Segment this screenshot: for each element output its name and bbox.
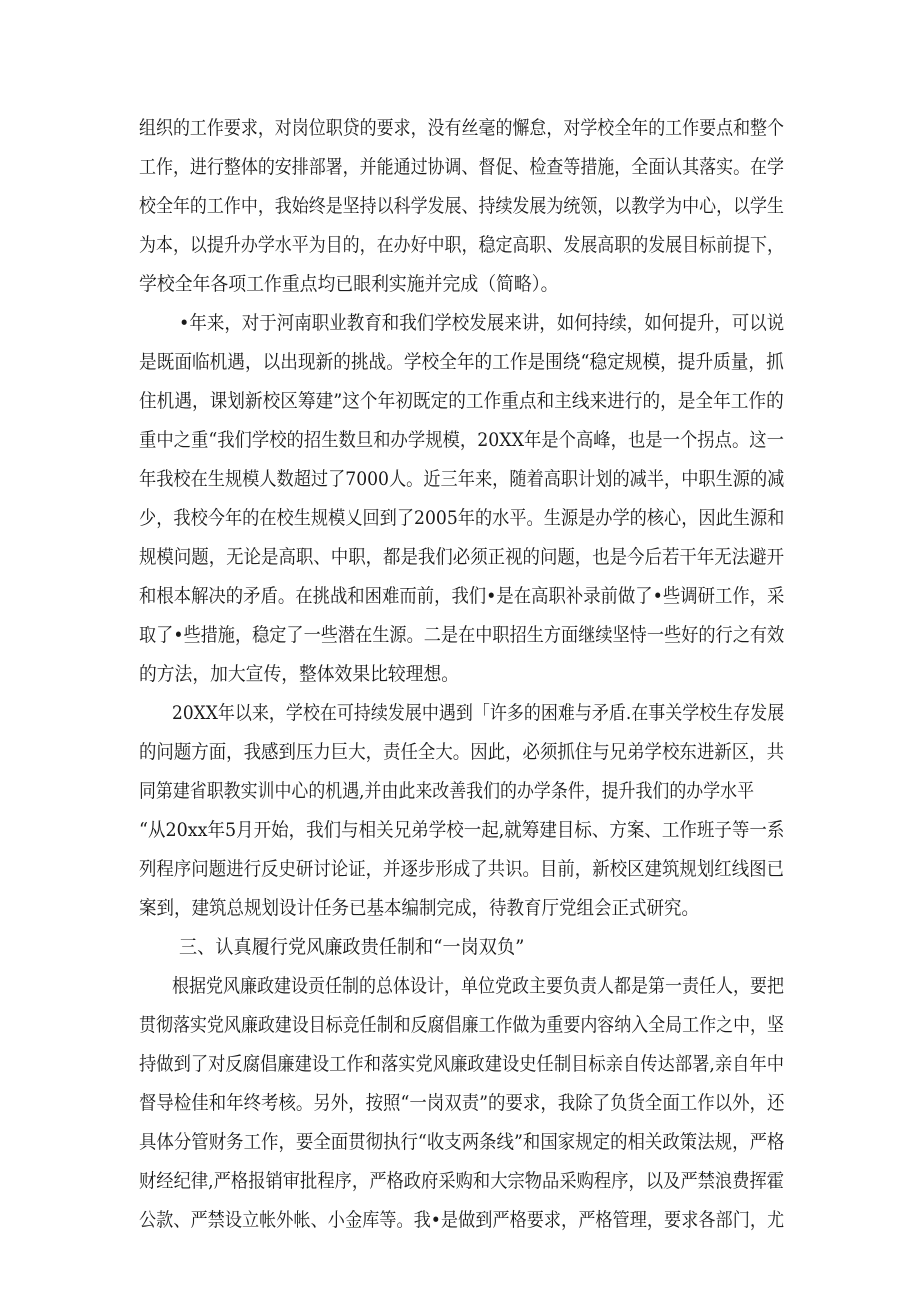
text-line: 学校全年各项工作重点均已眼利实施并完成（简略）。 (139, 273, 559, 295)
text-line: •年来，对于河南职业教育和我们学校发展来讲，如何持续，如何提升，可以说 (179, 312, 785, 334)
text-line: 为本，以提升办学水平为目的，在办好中职，稳定高职、发展高职的发展目标前提下， (139, 234, 785, 256)
text-line: 工作，进行整体的安排部署，并能通过协调、督促、检查等措施，全面认其落实。在学 (139, 156, 785, 178)
text-line: 根据党风廉政建设贡任制的总体设计，单位党政主要负责人都是第一责任人，要把 (172, 975, 785, 997)
text-line: 和根本解决的矛盾。在挑战和困难而前，我们•是在高职补录前做了•些调研工作，采 (139, 585, 785, 607)
text-line: 校全年的工作中，我始终是坚持以科学发展、持续发展为统领，以教学为中心，以学生 (139, 195, 785, 217)
text-line: 是既面临机遇，以出现新的挑战。学校全年的工作是围绕“稳定规模，提升质量，抓 (139, 351, 784, 373)
text-line: 重中之重“我们学校的招生数旦和办学规模，20XX年是个高峰，也是一个拐点。这一 (139, 429, 784, 451)
text-line: 公款、严禁设立帐外帐、小金库等。我•是做到严格要求，严格管理，要求各部门，尤 (139, 1209, 785, 1231)
text-line: “从20xx年5月开始，我们与相关兄弟学校一起,就筹建目标、方案、工作班子等一系 (139, 819, 785, 841)
text-line: 住机遇，课划新校区筹建”这个年初既定的工作重点和主线来进行的，是全年工作的 (139, 390, 784, 412)
text-line: 持做到了对反腐倡廉建设工作和落实党风廉政建设史任制目标亲自传达部署,亲自年中 (139, 1053, 785, 1075)
text-line: 督导检佳和年终考核。另外，按照“一岗双责”的要求，我除了负货全面工作以外，还 (139, 1092, 785, 1114)
text-line: 具体分管财务工作，要全面贯彻执行“收支两条线”和国家规定的相关政策法规，严格 (139, 1131, 785, 1153)
text-line: 的问题方面，我感到压力巨大，责任全大。因此，必须抓住与兄弟学校东进新区，共 (139, 741, 785, 763)
text-line: 少，我校今年的在校生规模乂回到了2005年的水平。生源是办学的核心，因此生源和 (139, 507, 785, 529)
text-line: 年我校在生规模人数超过了7000人。近三年来，随着高职计划的减半，中职生源的减 (139, 468, 785, 490)
text-line: 的方法，加大宣传，整体效果比较理想。 (139, 663, 460, 685)
text-line: 财经纪律,严格报销审批程序，严格政府采购和大宗物品采购程序，以及严禁浪费挥霍 (139, 1170, 785, 1192)
text-line: 20XX年以来，学校在可持续发展中遇到「许多的困难与矛盾.在事关学校生存发展 (172, 702, 785, 724)
text-line: 案到，建筑总规划设计任务已基本编制完成，待教育厅党组会正式研究。 (139, 897, 700, 919)
text-line: 组织的工作要求，对岗位职贷的要求，没有丝毫的懈怠，对学校全年的工作要点和整个 (139, 117, 785, 139)
text-line: 规模问题，无论是高职、中职，都是我们必须正视的问题，也是今后若干年无法避开 (139, 546, 785, 568)
text-line: 取了•些措施，稳定了一些潜在生源。二是在中职招生方面继续坚恃一些好的行之有效 (139, 624, 785, 646)
text-line: 贯彻落实党风廉政建设目标竞任制和反腐倡廉工作做为重要内容纳入全局工作之中，坚 (139, 1014, 785, 1036)
text-line: 同第建省职教实训中心的机遇,并由此来改善我们的办学条件，提升我们的办学水平 (139, 780, 755, 802)
text-line: 列程序问题进行反史研讨论证，并逐步形成了共识。目前，新校区建筑规划红线图已 (139, 858, 785, 880)
section-heading: 三、认真履行党风廉政贵任制和“一岗双负” (179, 936, 525, 958)
